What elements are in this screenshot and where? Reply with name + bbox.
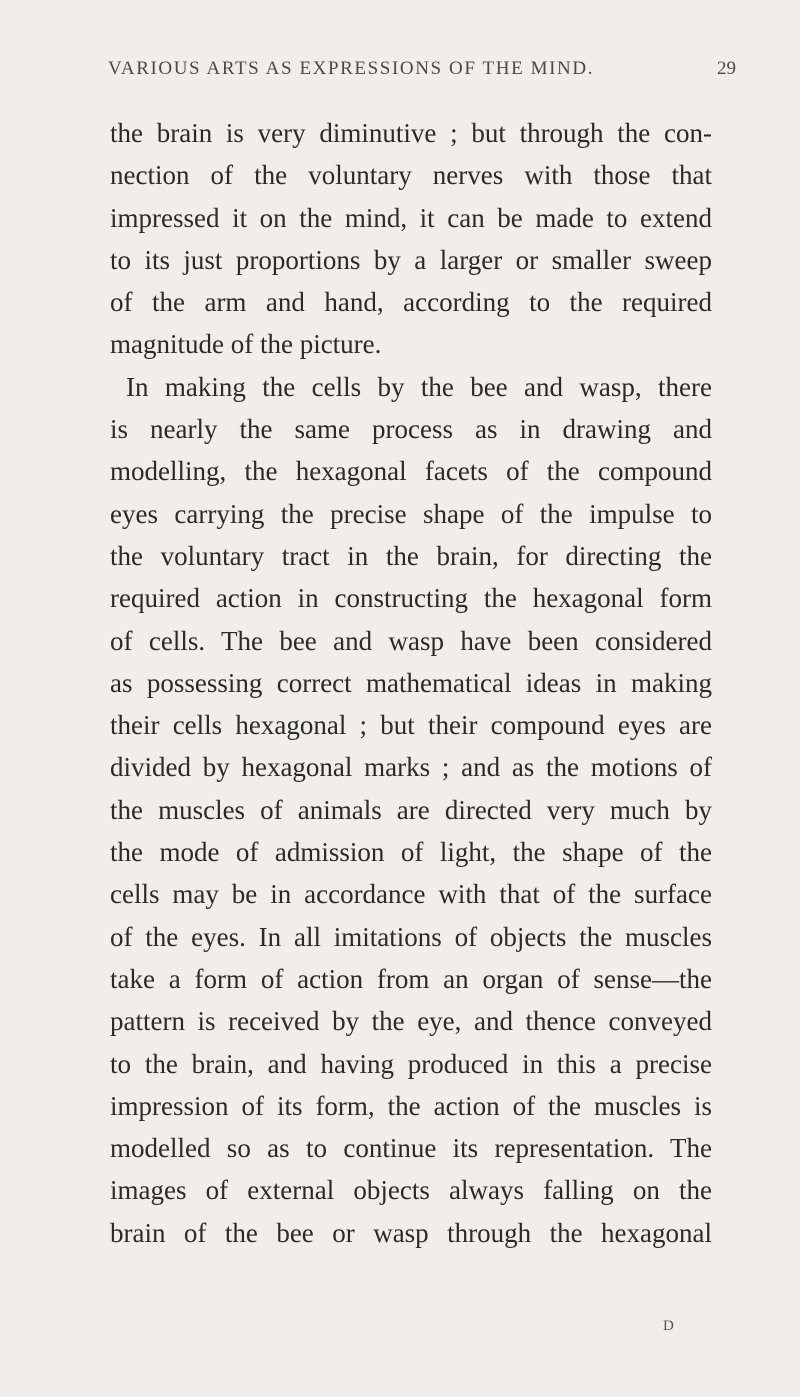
text-line: of cells. The bee and wasp have been considered	[110, 625, 712, 656]
paragraph-start-line: In making the cells by the bee and wasp, there	[126, 371, 712, 402]
text-line: required action in constructing the hexagonal form	[110, 583, 712, 614]
text-line: impressed it on the mind, it can be made to extend	[110, 202, 712, 233]
text-line: as possessing correct mathematical ideas in making	[110, 667, 712, 698]
text-line: modelled so as to continue its representation. The	[110, 1133, 712, 1164]
text-line: to the brain, and having produced in this a precise	[110, 1048, 712, 1079]
running-head	[108, 58, 736, 88]
text-line: take a form of action from an organ of sense—the	[110, 963, 712, 994]
text-line: divided by hexagonal marks ; and as the motions of	[110, 752, 712, 783]
text-line: their cells hexagonal ; but their compound eyes are	[110, 710, 712, 741]
text-line: magnitude of the picture.	[110, 329, 382, 360]
text-line: to its just proportions by a larger or smaller sweep	[110, 244, 712, 275]
text-line: is nearly the same process as in drawing and	[110, 414, 712, 445]
text-line: of the arm and hand, according to the required	[110, 287, 712, 318]
text-line: the mode of admission of light, the shape of the	[110, 837, 712, 868]
text-line: of the eyes. In all imitations of objects the muscles	[110, 921, 712, 952]
text-line: pattern is received by the eye, and thence conveyed	[110, 1006, 712, 1037]
running-title: VARIOUS ARTS AS EXPRESSIONS OF THE MIND.	[108, 58, 595, 79]
text-line: the muscles of animals are directed very much by	[110, 794, 712, 825]
text-line: images of external objects always falling on the	[110, 1175, 712, 1206]
text-line: impression of its form, the action of the muscles is	[110, 1090, 712, 1121]
text-line: nection of the voluntary nerves with those that	[110, 160, 712, 191]
body-text	[110, 112, 712, 1254]
text-line: the brain is very diminutive ; but through the con-	[110, 118, 712, 148]
signature-mark: D	[663, 1318, 674, 1334]
page-number: 29	[717, 58, 736, 79]
text-line: cells may be in accordance with that of the surface	[110, 879, 712, 910]
text-line: eyes carrying the precise shape of the impulse to	[110, 498, 712, 529]
text-line: brain of the bee or wasp through the hexagonal	[110, 1217, 712, 1248]
text-line: modelling, the hexagonal facets of the compound	[110, 456, 712, 487]
text-line: the voluntary tract in the brain, for directing the	[110, 540, 712, 571]
